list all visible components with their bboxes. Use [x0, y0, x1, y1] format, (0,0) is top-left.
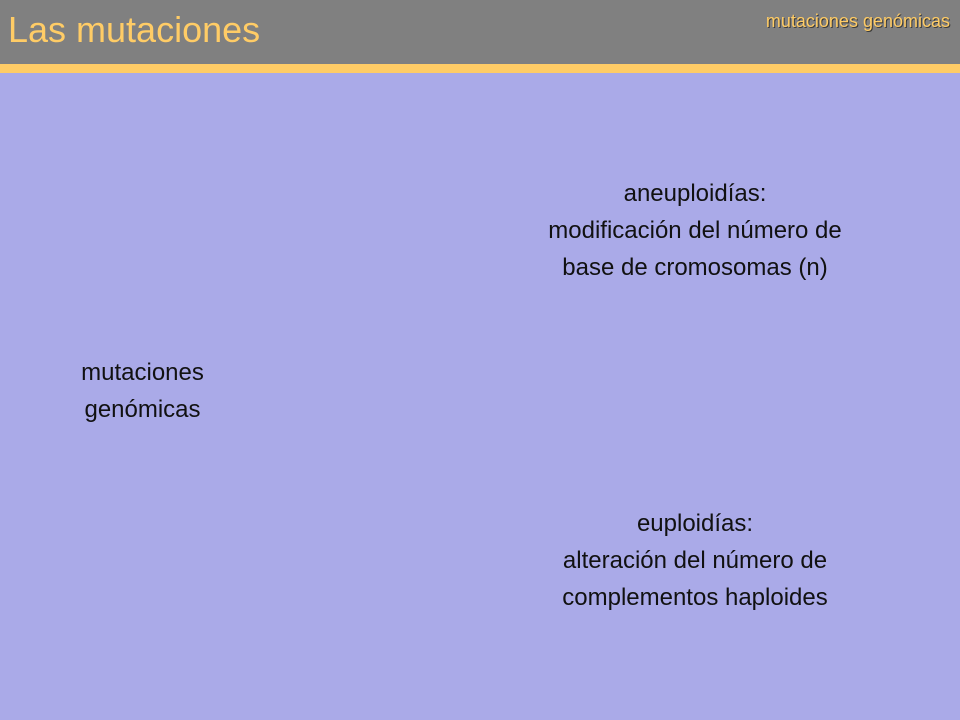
root-node: [30, 354, 255, 428]
branch-description-line-2: base de cromosomas (n): [562, 254, 828, 281]
branch-node-aneuploidias: [470, 175, 920, 286]
header-divider: [0, 64, 960, 73]
slide-section-label: mutaciones genómicas: [765, 11, 950, 31]
root-node-line-1: mutaciones: [81, 359, 204, 386]
branch-heading: euploidías:: [636, 510, 754, 537]
root-node-line-2: genómicas: [84, 396, 201, 423]
slide-header: [0, 0, 960, 64]
branch-node-euploidias: [470, 505, 920, 616]
branch-description-line-1: alteración del número de: [562, 547, 828, 574]
slide-title: Las mutaciones: [8, 9, 261, 50]
branch-description-line-1: modificación del número de: [548, 217, 842, 244]
branch-description-line-2: complementos haploides: [562, 584, 828, 611]
branch-heading: aneuploidías:: [623, 180, 767, 207]
